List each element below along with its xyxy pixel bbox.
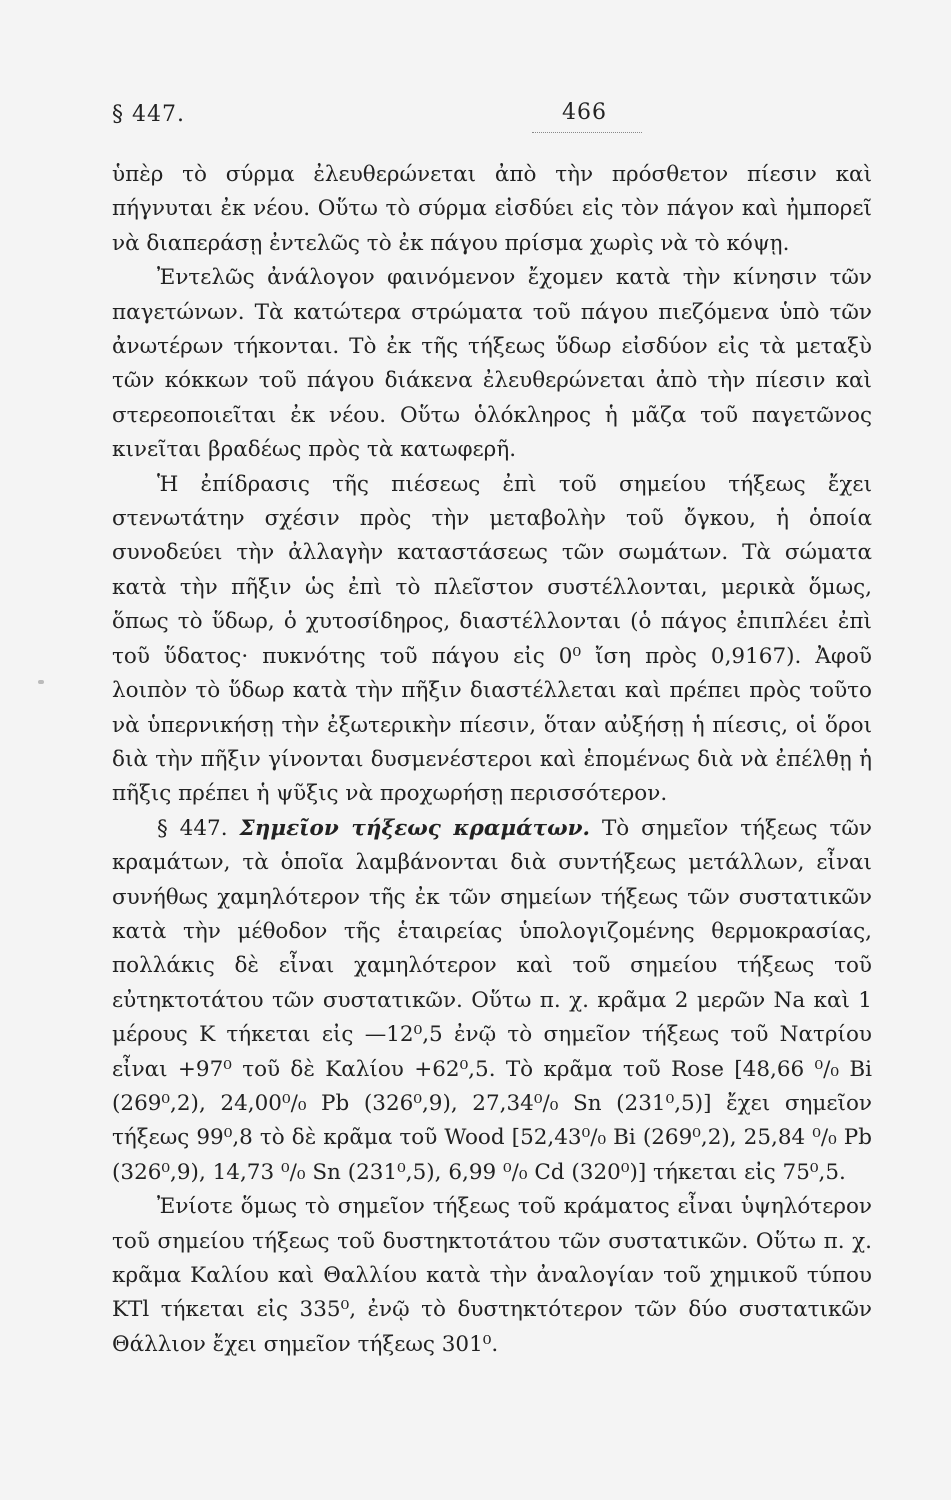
running-section-number: § 447. (112, 102, 185, 127)
page-header (112, 100, 872, 134)
paragraph-pressure-effect: Ἡ ἐπίδρασις τῆς πιέσεως ἐπὶ τοῦ σημείου τήξεως ἔχει στενωτάτην σχέσιν πρὸς τὴν μεταβολὴν τοῦ ὄγκου, ἡ ὁποία συνοδεύει τὴν ἀλλαγὴν καταστάσεως τῶν σωμάτων. Τὰ σώματα κατὰ τὴν πῆξιν ὡς ἐπὶ τὸ πλεῖστον συστέλλονται, μερικὰ ὅμως, ὅπως τὸ ὕδωρ, ὁ χυτοσίδηρος, διαστέλλονται (ὁ πάγος ἐπιπλέει ἐπὶ τοῦ ὕδατος· πυκνότης τοῦ πάγου εἰς 0⁰ ἴση πρὸς 0,9167). Ἀφοῦ λοιπὸν τὸ ὕδωρ κατὰ τὴν πῆξιν διαστέλλεται καὶ πρέπει πρὸς τοῦτο νὰ ὑπερνικήσῃ τὴν ἐξωτερικὴν πίεσιν, ὅταν αὐξήσῃ ἡ πίεσις, οἱ ὅροι διὰ τὴν πῆξιν γίνονται δυσμενέστεροι καὶ ἑπομένως διὰ νὰ ἐπέλθῃ ἡ πῆξις πρέπει ἡ ψῦξις νὰ προχωρήσῃ περισσότερον. (112, 471, 872, 807)
paragraph-glaciers: Ἐντελῶς ἀνάλογον φαινόμενον ἔχομεν κατὰ τὴν κίνησιν τῶν παγετώνων. Τὰ κατώτερα στρώματα τοῦ πάγου πιεζόμενα ὑπὸ τῶν ἀνωτέρων τήκονται. Τὸ ἐκ τῆς τήξεως ὕδωρ εἰσδύον εἰς τὰ μεταξὺ τῶν κόκκων τοῦ πάγου διάκενα ἐλευθερώνεται ἀπὸ τὴν πίεσιν καὶ στερεοποιεῖται ἐκ νέου. Οὕτω ὁλόκληρος ἡ μᾶζα τοῦ παγετῶνος κινεῖται βραδέως πρὸς τὰ κατωφερῆ. (112, 265, 872, 463)
section-447 (112, 812, 872, 1190)
section-text: Τὸ σημεῖον τήξεως τῶν κραμάτων, τὰ ὁποῖα λαμβάνονται διὰ συντήξεως μετάλλων, εἶναι συνήθως χαμηλότερον τῆς ἐκ τῶν σημείων τήξεως τῶν συστατικῶν κατὰ τὴν μέθοδον τῆς ἑταιρείας ὑπολογιζομένης θερμοκρασίας, πολλάκις δὲ εἶναι χαμηλότερον καὶ τοῦ σημείου τήξεως τοῦ εὐτηκτοτάτου τῶν συστατικῶν. Οὕτω π. χ. κρᾶμα 2 μερῶν Na καὶ 1 μέρους K τήκεται εἰς —12⁰,5 ἐνῷ τὸ σημεῖον τήξεως τοῦ Νατρίου εἶναι +97⁰ τοῦ δὲ Καλίου +62⁰,5. Τὸ κρᾶμα τοῦ Rose [48,66 ⁰/₀ Bi (269⁰,2), 24,00⁰/₀ Pb (326⁰,9), 27,34⁰/₀ Sn (231⁰,5)] ἔχει σημεῖον τήξεως 99⁰,8 τὸ δὲ κρᾶμα τοῦ Wood [52,43⁰/₀ Bi (269⁰,2), 25,84 ⁰/₀ Pb (326⁰,9), 14,73 ⁰/₀ Sn (231⁰,5), 6,99 ⁰/₀ Cd (320⁰)] τήκεται εἰς 75⁰,5. (112, 815, 872, 1185)
paragraph-final: Ἐνίοτε ὅμως τὸ σημεῖον τήξεως τοῦ κράματος εἶναι ὑψηλότερον τοῦ σημείου τήξεως τοῦ δυστηκτοτάτου τῶν συστατικῶν. Οὕτω π. χ. κρᾶμα Καλίου καὶ Θαλλίου κατὰ τὴν ἀναλογίαν τοῦ χημικοῦ τύπου KTl τήκεται εἰς 335⁰, ἐνῷ τὸ δυστηκτότερον τῶν δύο συστατικῶν Θάλλιον ἔχει σημεῖον τήξεως 301⁰. (112, 1194, 872, 1357)
page-number: 466 (562, 100, 607, 125)
paragraph-continued: ὑπὲρ τὸ σύρμα ἐλευθερώνεται ἀπὸ τὴν πρόσθετον πίεσιν καὶ πήγνυται ἐκ νέου. Οὕτω τὸ σύρμα εἰσδύει εἰς τὸν πάγον καὶ ἠμπορεῖ νὰ διαπεράσῃ ἐντελῶς τὸ ἐκ πάγου πρίσμα χωρὶς νὰ τὸ κόψῃ. (112, 162, 872, 256)
header-rule (532, 132, 642, 133)
section-heading: Σημεῖον τήξεως κραμάτων. (239, 815, 591, 841)
section-number: § 447. (157, 815, 228, 841)
page-body (112, 158, 872, 1362)
margin-blemish (38, 680, 44, 684)
